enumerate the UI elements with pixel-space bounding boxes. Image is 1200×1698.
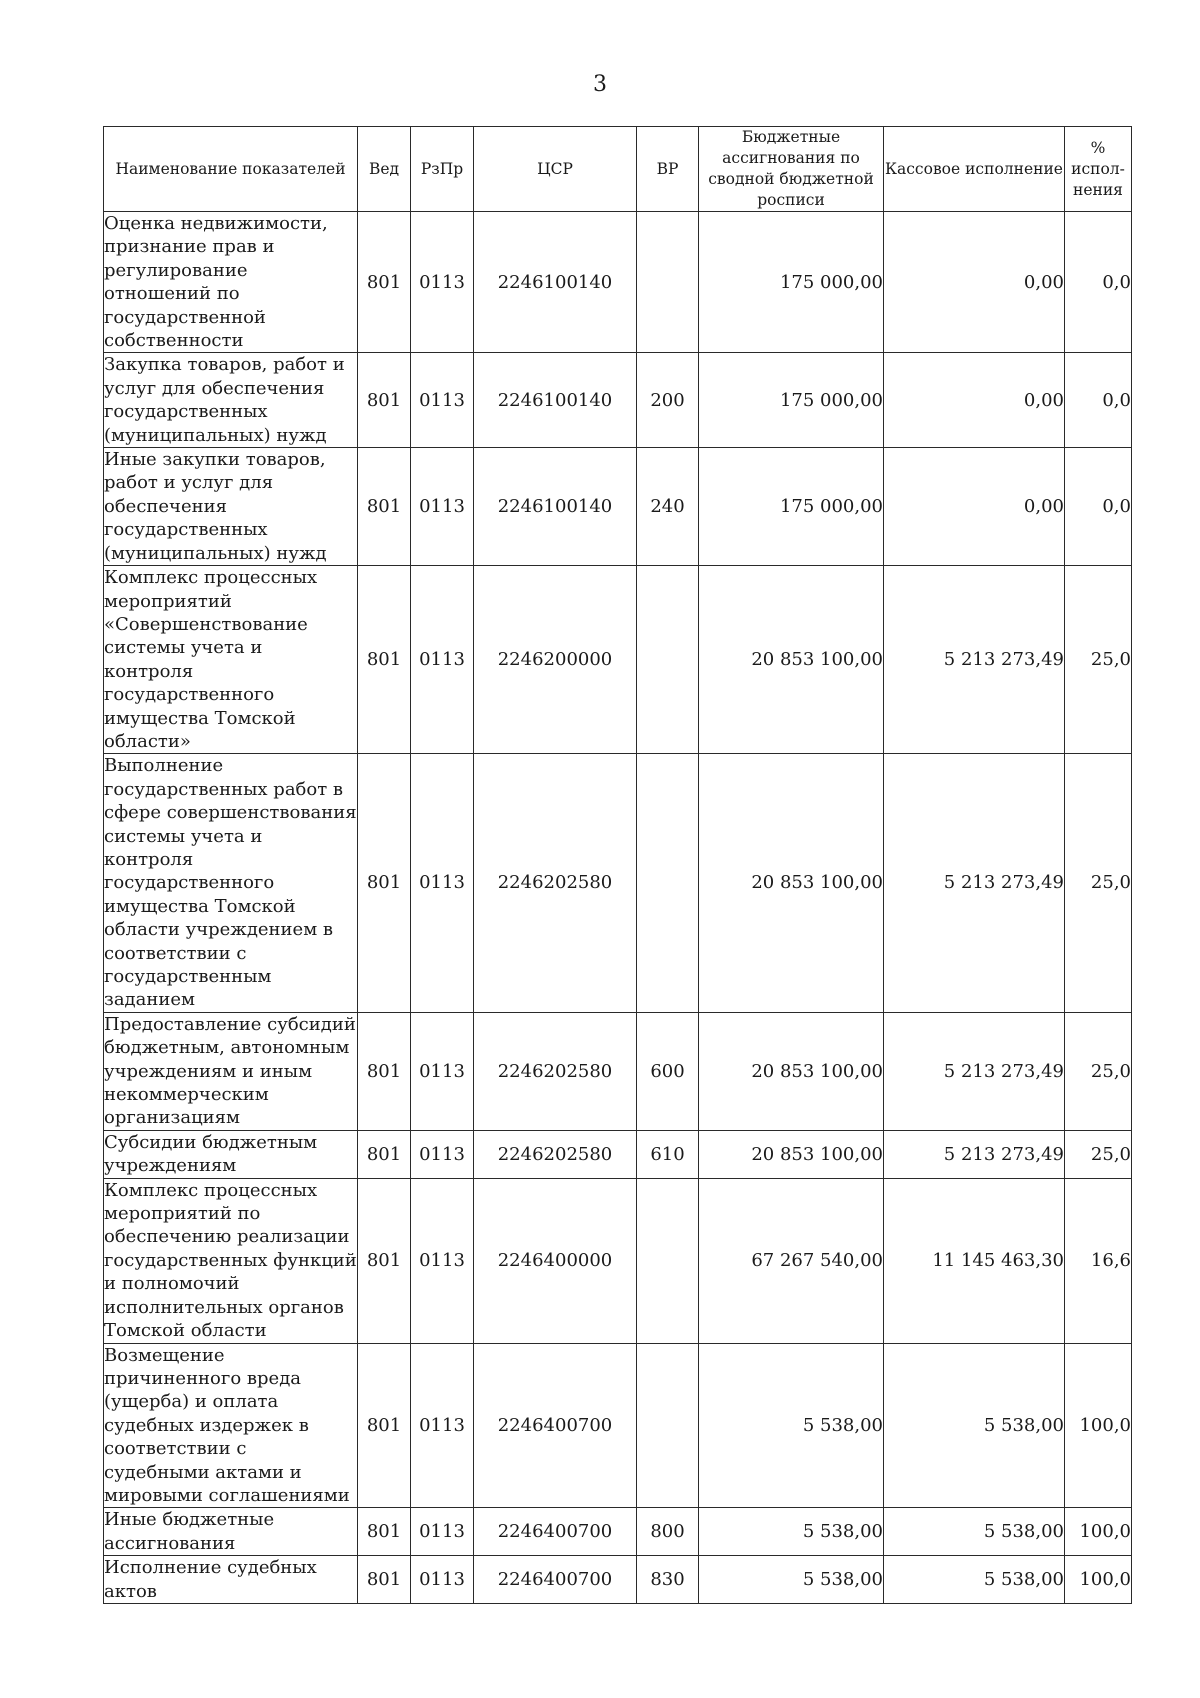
cell-execution-percent: 100,0 xyxy=(1065,1556,1132,1604)
cell-cash-execution: 5 213 273,49 xyxy=(884,566,1065,754)
cell-csr: 2246202580 xyxy=(474,754,637,1012)
table-row xyxy=(104,353,1132,448)
header-cash-execution: Кассовое исполнение xyxy=(884,127,1065,212)
cell-execution-percent: 25,0 xyxy=(1065,1012,1132,1130)
cell-cash-execution: 0,00 xyxy=(884,212,1065,353)
table-row xyxy=(104,754,1132,1012)
cell-rzpr: 0113 xyxy=(411,1012,474,1130)
cell-name: Комплекс процессных мероприятий по обеспечению реализации государственных функций и полномочий исполнительных органов Томской области xyxy=(104,1179,357,1342)
cell-vr: 830 xyxy=(637,1556,699,1604)
cell-execution-percent: 25,0 xyxy=(1065,566,1132,754)
cell-assignments: 175 000,00 xyxy=(699,212,884,353)
header-assignments: Бюджетные ассигнования по сводной бюджетной росписи xyxy=(699,127,884,212)
cell-rzpr: 0113 xyxy=(411,566,474,754)
cell-cash-execution: 5 213 273,49 xyxy=(884,1130,1065,1178)
cell-cash-execution: 0,00 xyxy=(884,353,1065,448)
cell-name: Закупка товаров, работ и услуг для обеспечения государственных (муниципальных) нужд xyxy=(104,353,358,448)
cell-assignments: 5 538,00 xyxy=(699,1556,884,1604)
table-row xyxy=(104,448,1132,566)
cell-assignments: 20 853 100,00 xyxy=(699,1012,884,1130)
cell-vr xyxy=(637,566,699,754)
cell-rzpr: 0113 xyxy=(411,353,474,448)
header-execution-percent: % испол-нения xyxy=(1065,127,1132,212)
cell-assignments: 20 853 100,00 xyxy=(699,754,884,1012)
cell-ved: 801 xyxy=(358,566,411,754)
cell-name: Оценка недвижимости, признание прав и регулирование отношений по государственной собственности xyxy=(104,212,358,353)
cell-rzpr: 0113 xyxy=(411,754,474,1012)
cell-execution-percent: 0,0 xyxy=(1065,212,1132,353)
cell-vr: 800 xyxy=(637,1508,699,1556)
cell-cash-execution: 0,00 xyxy=(884,448,1065,566)
cell-csr: 2246100140 xyxy=(474,212,637,353)
cell-csr: 2246202580 xyxy=(474,1130,637,1178)
header-csr: ЦСР xyxy=(474,127,637,212)
cell-csr: 2246100140 xyxy=(474,448,637,566)
cell-csr: 2246100140 xyxy=(474,353,637,448)
cell-csr: 2246202580 xyxy=(474,1012,637,1130)
cell-csr: 2246200000 xyxy=(474,566,637,754)
cell-assignments: 20 853 100,00 xyxy=(699,1130,884,1178)
cell-ved: 801 xyxy=(358,1130,411,1178)
cell-name: Иные закупки товаров, работ и услуг для обеспечения государственных (муниципальных) нужд xyxy=(104,448,358,566)
table-header-row xyxy=(104,127,1132,212)
cell-ved: 801 xyxy=(358,448,411,566)
table-row xyxy=(104,1343,1132,1508)
header-vr: ВР xyxy=(637,127,699,212)
cell-csr: 2246400000 xyxy=(474,1178,637,1343)
cell-name: Иные бюджетные ассигнования xyxy=(104,1508,358,1556)
cell-assignments: 5 538,00 xyxy=(699,1343,884,1508)
header-ved: Вед xyxy=(358,127,411,212)
cell-assignments: 5 538,00 xyxy=(699,1508,884,1556)
cell-vr: 240 xyxy=(637,448,699,566)
cell-csr: 2246400700 xyxy=(474,1556,637,1604)
cell-cash-execution: 11 145 463,30 xyxy=(884,1178,1065,1343)
cell-name: Субсидии бюджетным учреждениям xyxy=(104,1130,358,1178)
cell-rzpr: 0113 xyxy=(411,1556,474,1604)
cell-rzpr: 0113 xyxy=(411,448,474,566)
cell-ved: 801 xyxy=(358,1178,411,1343)
cell-ved: 801 xyxy=(358,754,411,1012)
cell-execution-percent: 100,0 xyxy=(1065,1343,1132,1508)
cell-csr: 2246400700 xyxy=(474,1508,637,1556)
cell-execution-percent: 100,0 xyxy=(1065,1508,1132,1556)
cell-vr: 200 xyxy=(637,353,699,448)
cell-rzpr: 0113 xyxy=(411,1130,474,1178)
cell-ved: 801 xyxy=(358,1012,411,1130)
cell-cash-execution: 5 213 273,49 xyxy=(884,1012,1065,1130)
cell-vr: 600 xyxy=(637,1012,699,1130)
cell-execution-percent: 25,0 xyxy=(1065,754,1132,1012)
table-row xyxy=(104,212,1132,353)
cell-cash-execution: 5 538,00 xyxy=(884,1508,1065,1556)
cell-ved: 801 xyxy=(358,353,411,448)
table-body xyxy=(104,212,1132,1604)
cell-execution-percent: 0,0 xyxy=(1065,448,1132,566)
cell-execution-percent: 16,6 xyxy=(1065,1178,1132,1343)
cell-assignments: 20 853 100,00 xyxy=(699,566,884,754)
cell-vr xyxy=(637,1343,699,1508)
cell-vr xyxy=(637,212,699,353)
table-row xyxy=(104,1012,1132,1130)
cell-rzpr: 0113 xyxy=(411,1508,474,1556)
cell-execution-percent: 25,0 xyxy=(1065,1130,1132,1178)
cell-rzpr: 0113 xyxy=(411,1178,474,1343)
cell-ved: 801 xyxy=(358,1556,411,1604)
table-row xyxy=(104,1130,1132,1178)
table-row xyxy=(104,1556,1132,1604)
cell-assignments: 175 000,00 xyxy=(699,353,884,448)
cell-name: Исполнение судебных актов xyxy=(104,1556,358,1604)
cell-name: Комплекс процессных мероприятий «Совершенствование системы учета и контроля государственного имущества Томской области» xyxy=(104,566,358,754)
cell-cash-execution: 5 213 273,49 xyxy=(884,754,1065,1012)
cell-cash-execution: 5 538,00 xyxy=(884,1556,1065,1604)
header-rzpr: РзПр xyxy=(411,127,474,212)
table-row xyxy=(104,1178,1132,1343)
table-row xyxy=(104,566,1132,754)
cell-vr xyxy=(637,754,699,1012)
cell-ved: 801 xyxy=(358,212,411,353)
page-number: 3 xyxy=(593,72,607,97)
cell-rzpr: 0113 xyxy=(411,212,474,353)
cell-csr: 2246400700 xyxy=(474,1343,637,1508)
cell-name: Выполнение государственных работ в сфере совершенствования системы учета и контроля государственного имущества Томской области учреждением в соответствии с государственным заданием xyxy=(104,755,357,1011)
cell-assignments: 67 267 540,00 xyxy=(699,1178,884,1343)
table-row xyxy=(104,1508,1132,1556)
cell-execution-percent: 0,0 xyxy=(1065,353,1132,448)
budget-execution-table xyxy=(103,126,1132,1604)
cell-name: Предоставление субсидий бюджетным, автономным учреждениям и иным некоммерческим организациям xyxy=(104,1013,356,1129)
cell-cash-execution: 5 538,00 xyxy=(884,1343,1065,1508)
cell-assignments: 175 000,00 xyxy=(699,448,884,566)
cell-vr: 610 xyxy=(637,1130,699,1178)
cell-ved: 801 xyxy=(358,1343,411,1508)
cell-name: Возмещение причиненного вреда (ущерба) и оплата судебных издержек в соответствии с судебными актами и мировыми соглашениями xyxy=(104,1343,358,1508)
cell-rzpr: 0113 xyxy=(411,1343,474,1508)
cell-vr xyxy=(637,1178,699,1343)
cell-ved: 801 xyxy=(358,1508,411,1556)
header-name: Наименование показателей xyxy=(104,127,358,212)
